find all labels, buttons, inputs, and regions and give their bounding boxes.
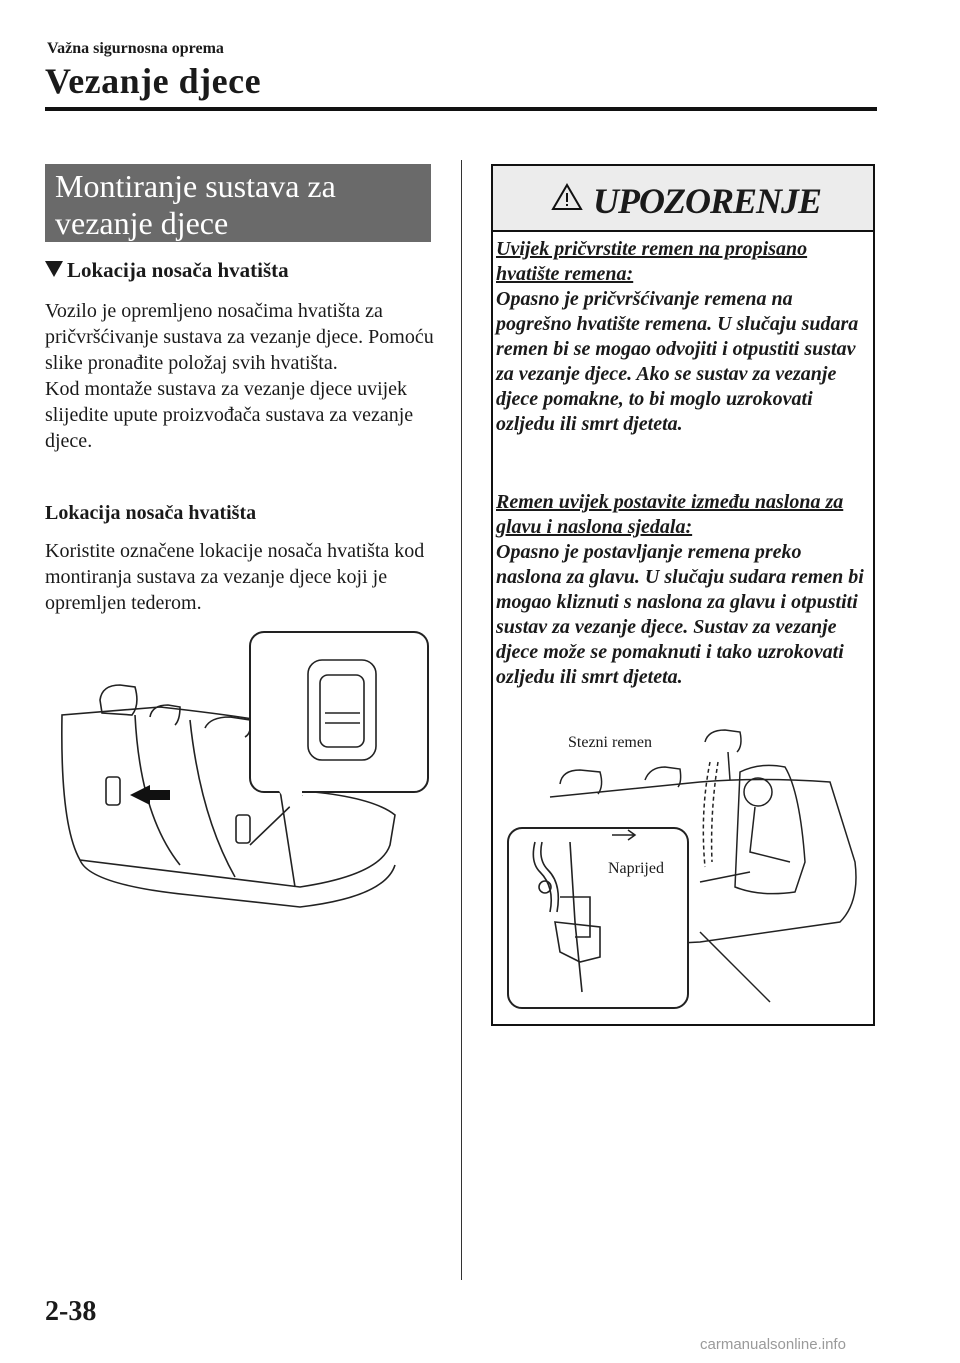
warning-title: UPOZORENJE [593,181,822,221]
page-number: 2-38 [45,1296,97,1327]
figure-description: Koristite označene lokacije nosača hvatišta kod montiranja sustava za vezanje djece koji je opremljen tederom. [45,540,425,614]
banner-line-1: Montiranje sustava za [55,168,336,204]
page-title: Vezanje djece [45,61,262,101]
warning-block-2-body: Opasno je postavljanje remena preko naslona za glavu. U slučaju sudara remen bi mogao kliznuti s naslona za glavu i otpustiti sustav za vezanje djece. Sustav za vezanje djece može se pomaknuti i tako uzrokovati ozljedu ili smrt djeteta. [496,541,864,688]
figure-label-tether: Stezni remen [568,734,652,751]
title-divider [45,107,877,111]
warning-block-1-heading: Uvijek pričvrstite remen na propisano hvatište remena: [496,238,808,285]
figure-heading: Lokacija nosača hvatišta [45,502,257,524]
warning-block-1 [496,237,864,437]
section-label: Važna sigurnosna oprema [47,40,224,57]
figure-label-forward: Naprijed [608,860,664,877]
intro-text [45,298,445,454]
warning-triangle-icon [551,183,583,211]
subheading [45,258,289,283]
rear-seat-illustration [40,625,435,925]
warning-block-2 [496,490,864,690]
intro-paragraph-1: Vozilo je opremljeno nosačima hvatišta za pričvršćivanje sustava za vezanje djece. Pomoću slike pronađite položaj svih hvatišta. [45,300,434,374]
banner-line-2: vezanje djece [55,205,229,241]
child-seat-illustration [500,722,868,1012]
triangle-bullet-icon [45,261,63,277]
warning-block-2-heading: Remen uvijek postavite između naslona za glavu i naslona sjedala: [496,491,844,538]
intro-paragraph-2: Kod montaže sustava za vezanje djece uvijek slijedite upute proizvođača sustava za vezanje djece. [45,378,414,452]
warning-block-1-body: Opasno je pričvršćivanje remena na pogrešno hvatište remena. U slučaju sudara remen bi se mogao odvojiti i otpustiti sustav za vezanje djece. Ako se sustav za vezanje djece pomakne, to bi moglo uzrokovati ozljedu ili smrt djeteta. [496,288,859,435]
subheading-text: Lokacija nosača hvatišta [67,258,289,282]
column-divider [461,160,462,1280]
watermark: carmanualsonline.info [700,1336,846,1353]
warning-header [493,166,873,232]
section-banner [45,164,431,242]
